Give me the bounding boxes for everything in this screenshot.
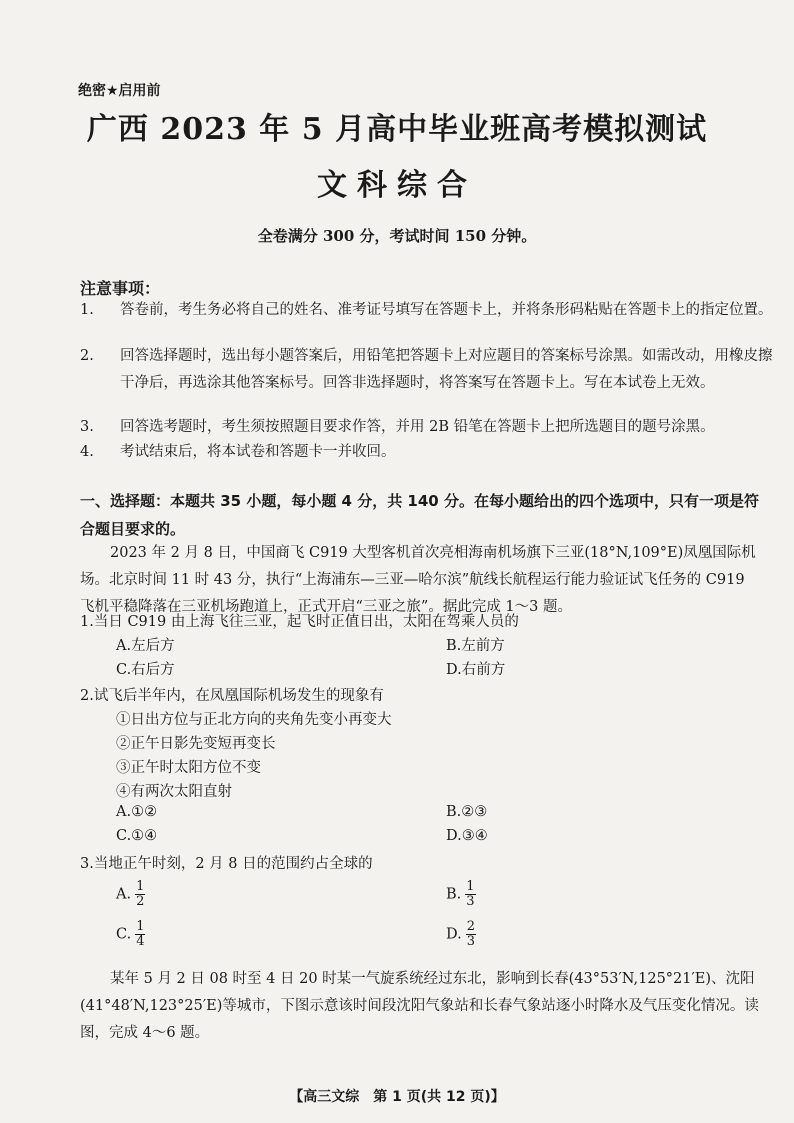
notice-item-number: 1.: [80, 302, 94, 318]
question-2-option-a: A.①②: [116, 804, 158, 820]
question-3-option-a: [116, 880, 145, 909]
score-note: 全卷满分 300 分，考试时间 150 分钟。: [257, 227, 537, 245]
option-label: D.: [446, 926, 462, 943]
fraction-numerator: 1: [466, 879, 475, 894]
question-1-option-a: A.左后方: [116, 638, 175, 654]
fraction-numerator: 1: [136, 919, 145, 934]
notice-item-number: 2.: [80, 348, 94, 364]
option-label: A.: [116, 886, 132, 903]
question-2-statement: ④有两次太阳直射: [116, 784, 232, 800]
section-heading: 一、选择题：本题共 35 小题，每小题 4 分，共 140 分。在每小题给出的四个选项中，只有一项是符合题目要求的。: [80, 492, 759, 538]
fraction: [135, 880, 145, 909]
passage-1: 2023 年 2 月 8 日，中国商飞 C919 大型客机首次亮相海南机场旗下三亚(18°N,109°E)凤凰国际机场。北京时间 11 时 43 分，执行“上海浦东—三亚—哈尔滨”航线长航程运行能力验证试飞任务的 C919 飞机平稳降落在三亚机场跑道上，正式开启“三亚之旅”。据此完成 1～3 题。: [80, 545, 756, 615]
confidential-label: 绝密★启用前: [78, 83, 161, 99]
option-label: C.: [116, 926, 132, 943]
fraction-denominator: 4: [136, 934, 145, 949]
question-3-option-b: [446, 880, 476, 909]
notice-heading: 注意事项：: [80, 279, 161, 298]
fraction-numerator: 2: [466, 919, 475, 934]
notice-item-text: 答卷前，考生务必将自己的姓名、准考证号填写在答题卡上，并将条形码粘贴在答题卡上的指定位置。: [120, 302, 773, 318]
question-3-option-c: [116, 920, 145, 949]
question-2-statement: ②正午日影先变短再变长: [116, 736, 276, 752]
notice-item-text: 回答选择题时，选出每小题答案后，用铅笔把答题卡上对应题目的答案标号涂黑。如需改动，用橡皮擦干净后，再选涂其他答案标号。回答非选择题时，将答案写在答题卡上。写在本试卷上无效。: [120, 348, 773, 391]
notice-item-number: 4.: [80, 444, 94, 460]
notice-item-number: 3.: [80, 419, 94, 435]
fraction-denominator: 2: [136, 894, 145, 909]
question-3-option-d: [446, 920, 476, 949]
exam-subject: 文科综合: [317, 168, 477, 203]
question-2-stem: 2.试飞后半年内，在凤凰国际机场发生的现象有: [80, 688, 384, 704]
notice-item: [80, 439, 780, 466]
fraction: [465, 880, 475, 909]
question-2-option-c: C.①④: [116, 828, 158, 844]
notice-item-text: 考试结束后，将本试卷和答题卡一并收回。: [120, 444, 396, 460]
fraction: [135, 920, 145, 949]
question-1-option-b: B.左前方: [446, 638, 505, 654]
question-2-statement: ③正午时太阳方位不变: [116, 760, 261, 776]
question-2-option-d: D.③④: [446, 828, 488, 844]
notice-item: [80, 343, 780, 397]
notice-item: [80, 297, 780, 324]
question-1-stem: 1.当日 C919 由上海飞往三亚，起飞时正值日出，太阳在驾乘人员的: [80, 614, 519, 630]
passage-2: 某年 5 月 2 日 08 时至 4 日 20 时某一气旋系统经过东北，影响到长春(43°53′N,125°21′E)、沈阳(41°48′N,123°25′E)等城市，下图示意该时间段沈阳气象站和长春气象站逐小时降水及气压变化情况。读图，完成 4～6 题。: [80, 971, 759, 1041]
question-1-option-c: C.右后方: [116, 662, 175, 678]
question-2-option-b: B.②③: [446, 804, 488, 820]
notice-item-text: 回答选考题时，考生须按照题目要求作答，并用 2B 铅笔在答题卡上把所选题目的题号涂黑。: [120, 419, 715, 435]
exam-title: 广西 2023 年 5 月高中毕业班高考模拟测试: [86, 112, 708, 147]
question-2-statement: ①日出方位与正北方向的夹角先变小再变大: [116, 712, 392, 728]
option-label: B.: [446, 886, 462, 903]
fraction-numerator: 1: [136, 879, 145, 894]
page-footer: 【高三文综 第 1 页(共 12 页)】: [289, 1089, 505, 1105]
fraction: [466, 920, 476, 949]
question-1-option-d: D.右前方: [446, 662, 506, 678]
fraction-denominator: 3: [466, 934, 475, 949]
fraction-denominator: 3: [466, 894, 475, 909]
question-3-stem: 3.当地正午时刻，2 月 8 日的范围约占全球的: [80, 856, 373, 872]
notice-item: [80, 414, 780, 441]
